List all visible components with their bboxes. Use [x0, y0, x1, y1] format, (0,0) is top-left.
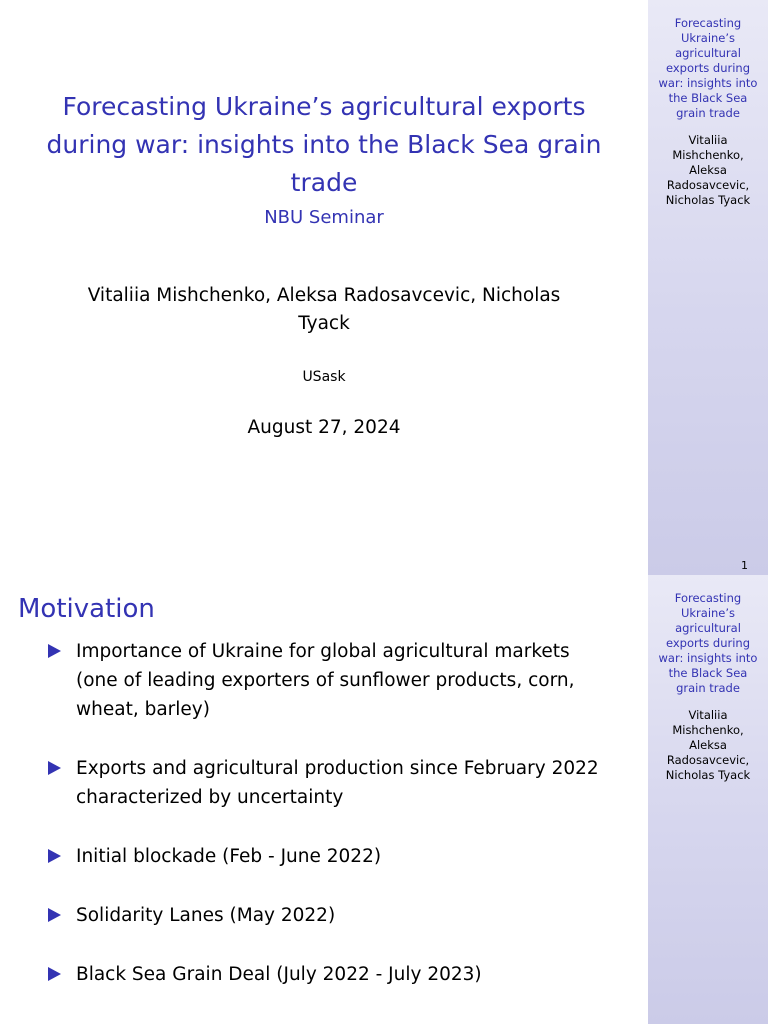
- motivation-slide: [0, 575, 768, 1024]
- presentation-title: Forecasting Ukraine’s agricultural exports during war: insights into the Black Sea grain trade: [46, 92, 602, 197]
- sidebar: [648, 575, 768, 1024]
- sidebar-authors: Vitaliia Mishchenko, Aleksa Radosavcevic, Nicholas Tyack: [665, 708, 751, 782]
- sidebar-authors: Vitaliia Mishchenko, Aleksa Radosavcevic, Nicholas Tyack: [665, 133, 751, 207]
- bullet-item: Importance of Ukraine for global agricultural markets (one of leading exporters of sunflower products, corn, wheat, barley): [46, 637, 626, 724]
- triangle-bullet-icon: [48, 967, 61, 981]
- bullet-item: Initial blockade (Feb - June 2022): [46, 842, 626, 871]
- presentation-authors: Vitaliia Mishchenko, Aleksa Radosavcevic, Nicholas Tyack: [87, 285, 561, 334]
- bullet-item: Solidarity Lanes (May 2022): [46, 901, 626, 930]
- sidebar-title[interactable]: Forecasting Ukraine’s agricultural exports during war: insights into the Black Sea grain trade: [658, 16, 758, 120]
- frame-title: Motivation: [18, 594, 155, 624]
- page-number: 1: [741, 559, 748, 572]
- bullet-list: [46, 637, 626, 1019]
- sidebar-title[interactable]: Forecasting Ukraine’s agricultural exports during war: insights into the Black Sea grain trade: [658, 591, 758, 695]
- triangle-bullet-icon: [48, 761, 61, 775]
- bullet-item: Exports and agricultural production since February 2022 characterized by uncertainty: [46, 754, 626, 812]
- triangle-bullet-icon: [48, 908, 61, 922]
- sidebar: [648, 0, 768, 575]
- presentation-date: August 27, 2024: [247, 417, 401, 438]
- presentation-institute: USask: [302, 369, 346, 385]
- presentation-subtitle: NBU Seminar: [264, 207, 384, 228]
- triangle-bullet-icon: [48, 849, 61, 863]
- bullet-item: Black Sea Grain Deal (July 2022 - July 2023): [46, 960, 626, 989]
- triangle-bullet-icon: [48, 644, 61, 658]
